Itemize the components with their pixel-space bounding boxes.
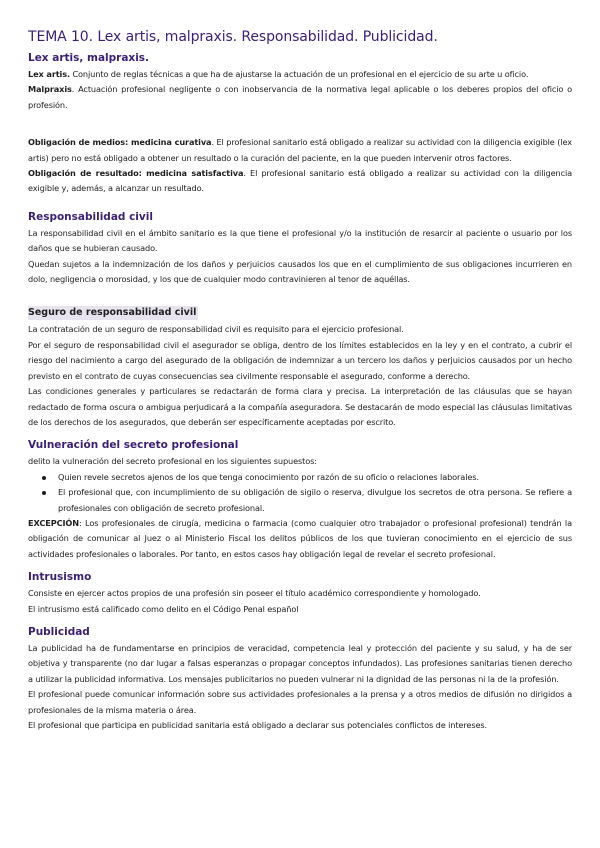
paragraph-secreto-intro: delito la vulneración del secreto profesional en los siguientes supuestos: bbox=[28, 456, 317, 467]
text-excepcion: : Los profesionales de cirugía, medicina o farmacia (como cualquier otro trabajador o profesional profesional) tendrán la obligación de comunicar al Juez o al Ministerio Fiscal los delitos públicos de los que tuvieran conocimiento en el ejercicio de sus actividades profesionales o laborales. Por tanto, en estos casos hay obligación legal de revelar el secreto profesional. bbox=[28, 517, 572, 559]
section-heading-responsabilidad-civil: Responsabilidad civil bbox=[28, 210, 153, 223]
section-heading-lex-artis: Lex artis, malpraxis. bbox=[28, 52, 150, 64]
definition-obligacion-medios: . El profesional sanitario está obligado a realizar su actividad con la diligencia exigible (lex artis) pero no está obligado a obtener un resultado o la curación del paciente, en la que pueden intervenir otros factores. bbox=[28, 137, 572, 163]
paragraph-responsabilidad-2: Quedan sujetos a la indemnización de los daños y perjuicios causados los que en el cumplimiento de sus obligaciones incurrieren en dolo, negligencia o morosidad, y los que de cualquier modo contravinieren al tenor de aquéllas. bbox=[28, 258, 572, 285]
paragraph-intrusismo-2: El intrusismo está calificado como delito en el Código Penal español bbox=[28, 603, 299, 614]
definition-obligacion-resultado: . El profesional sanitario está obligado a realizar su actividad con la diligencia exigible y, además, a alcanzar un resultado. bbox=[28, 168, 573, 194]
bullet-list-secreto bbox=[28, 470, 572, 516]
document-body bbox=[28, 51, 572, 733]
term-lex-artis: Lex artis. bbox=[28, 69, 70, 79]
paragraph-obligacion-resultado bbox=[28, 166, 572, 197]
term-obligacion-medios: Obligación de medios: medicina curativa bbox=[28, 137, 212, 148]
section-heading-secreto: Vulneración del secreto profesional bbox=[28, 439, 239, 452]
list-item: El profesional que, con incumplimiento de su obligación de sigilo o reserva, divulgue los secretos de otra persona. Se refiere a profesionales con obligación de secreto profesional. bbox=[42, 485, 572, 516]
definition-malpraxis: . Actuación profesional negligente o con inobservancia de la normativa legal aplicable o los deberes propios del oficio o profesión. bbox=[28, 84, 572, 110]
list-item: Quien revele secretos ajenos de los que tenga conocimiento por razón de su oficio o relaciones laborales. bbox=[42, 470, 572, 485]
paragraph-publicidad-3: El profesional que participa en publicidad sanitaria está obligado a declarar sus potenciales conflictos de intereses. bbox=[28, 720, 488, 730]
paragraph-publicidad-1: La publicidad ha de fundamentarse en principios de veracidad, competencia leal y protección del paciente y su salud, y ha de ser objetiva y transparente (no dar lugar a falsas esperanzas o propagar conceptos infundados). Las profesiones sanitarias tienen derecho a utilizar la publicidad informativa. Los mensajes publicitarios no pueden vulnerar ni la dignidad de las personas ni la de la profesión. bbox=[28, 642, 572, 684]
paragraph-seguro-2: Por el seguro de responsabilidad civil el asegurador se obliga, dentro de los límites establecidos en la ley y en el contrato, a cubrir el riesgo del nacimiento a cargo del asegurado de la obligación de indemnizar a un tercero los daños y perjuicios causados por un hecho previsto en el contrato de cuyas consecuencias sea civilmente responsable el asegurado, conforme a derecho. bbox=[28, 339, 572, 381]
paragraph-publicidad-2: El profesional puede comunicar información sobre sus actividades profesionales a la prensa y a otros medios de difusión no dirigidos a profesionales de la misma materia o área. bbox=[28, 689, 572, 715]
paragraph-intrusismo-1: Consiste en ejercer actos propios de una profesión sin poseer el título académico correspondiente y homologado. bbox=[28, 588, 481, 599]
section-heading-seguro: Seguro de responsabilidad civil bbox=[28, 307, 197, 319]
section-heading-publicidad: Publicidad bbox=[28, 625, 90, 638]
definition-lex-artis: Conjunto de reglas técnicas a que ha de ajustarse la actuación de un profesional en el ejercicio de su arte u oficio. bbox=[69, 69, 529, 79]
paragraph-responsabilidad-1: La responsabilidad civil en el ámbito sanitario es la que tiene el profesional y/o la institución de resarcir al paciente o usuario por los daños que se hubieran causado. bbox=[28, 227, 572, 254]
paragraph-seguro-3: Las condiciones generales y particulares se redactarán de forma clara y precisa. La interpretación de las cláusulas que se hayan redactado de forma oscura o ambigua perjudicará a la compañía aseguradora. Se destacarán de modo especial las cláusulas limitativas de los derechos de los asegurados, que deberán ser específicamente aceptadas por escrito. bbox=[28, 386, 572, 427]
term-excepcion: EXCEPCIÓN bbox=[28, 517, 80, 528]
paragraph-lex-artis bbox=[28, 67, 572, 82]
document-title: TEMA 10. Lex artis, malpraxis. Responsabilidad. Publicidad. bbox=[28, 29, 438, 45]
term-obligacion-resultado: Obligación de resultado: medicina satisfactiva bbox=[28, 168, 244, 179]
term-malpraxis: Malpraxis bbox=[28, 84, 72, 95]
paragraph-seguro-1: La contratación de un seguro de responsabilidad civil es requisito para el ejercicio profesional. bbox=[28, 324, 404, 335]
section-heading-intrusismo: Intrusismo bbox=[28, 571, 92, 584]
paragraph-excepcion bbox=[28, 516, 572, 562]
paragraph-obligacion-medios bbox=[28, 135, 572, 166]
paragraph-malpraxis bbox=[28, 82, 572, 113]
